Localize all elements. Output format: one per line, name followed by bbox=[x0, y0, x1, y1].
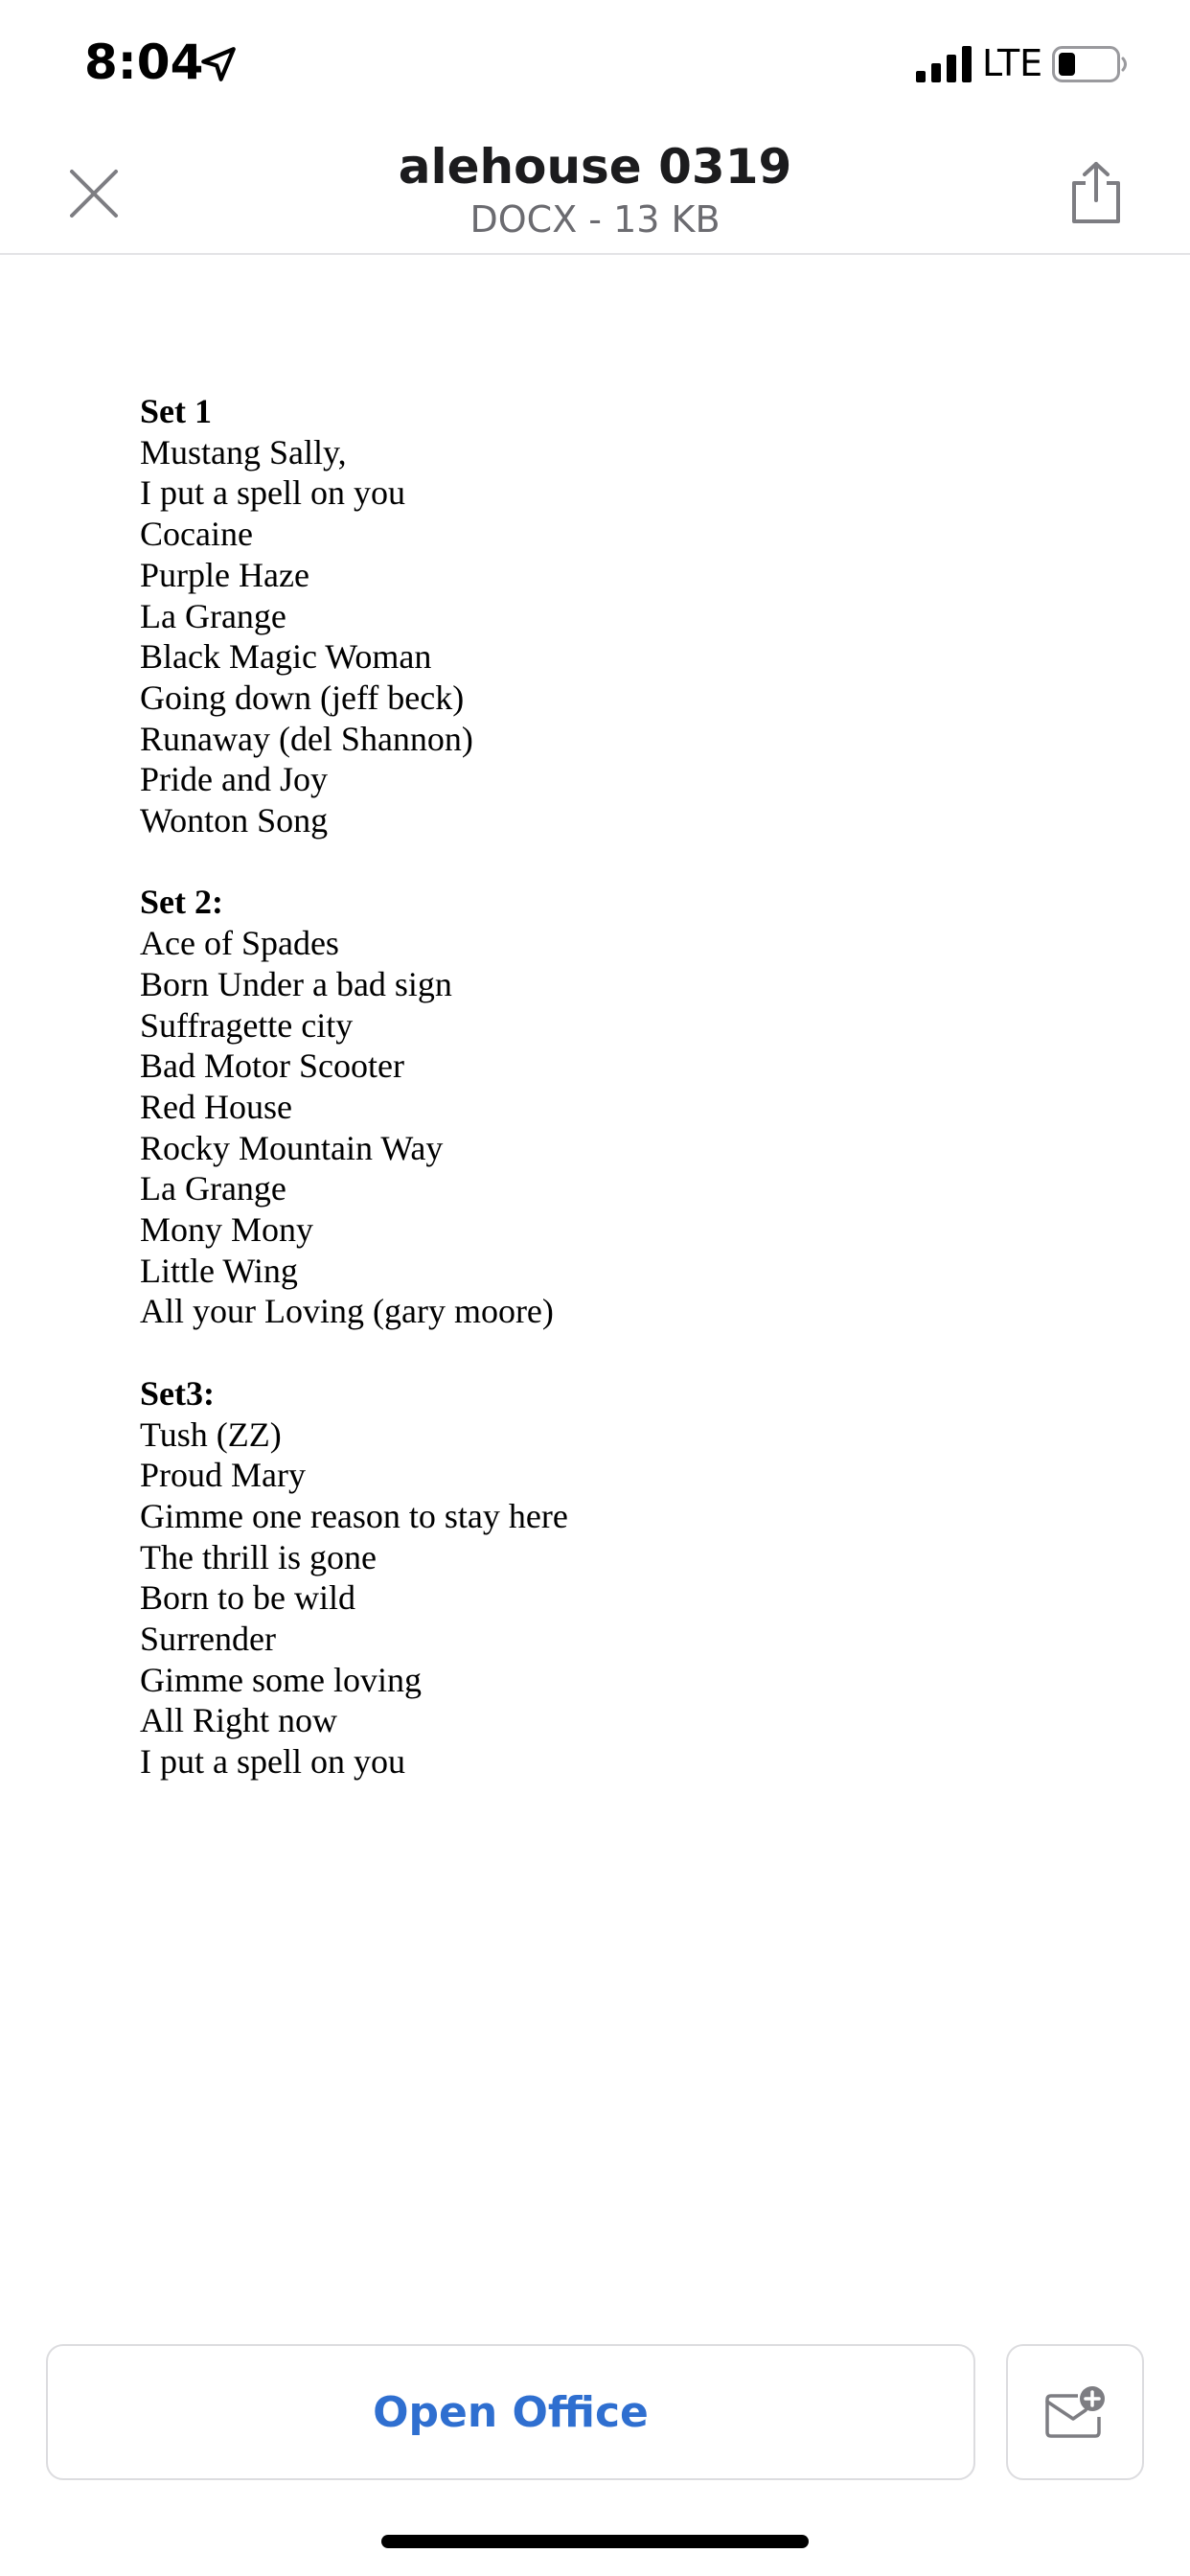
document-header bbox=[0, 126, 1190, 255]
open-office-button[interactable]: Open Office bbox=[46, 2344, 975, 2480]
set-heading: Set3: bbox=[140, 1373, 215, 1413]
song-item: Cocaine bbox=[140, 515, 253, 554]
document-title: alehouse 0319 bbox=[398, 139, 792, 195]
song-item: Suffragette city bbox=[140, 1005, 354, 1045]
song-item: All Right now bbox=[140, 1701, 338, 1740]
song-item: Going down (jeff beck) bbox=[140, 678, 465, 717]
song-item: Mustang Sally, bbox=[140, 432, 347, 472]
song-item: Tush (ZZ) bbox=[140, 1414, 282, 1454]
share-icon bbox=[1068, 160, 1124, 225]
song-item: Black Magic Woman bbox=[140, 637, 432, 677]
song-item: Ace of Spades bbox=[140, 924, 339, 963]
header-titles bbox=[240, 136, 950, 242]
document-content bbox=[140, 391, 1098, 1824]
song-item: Bad Motor Scooter bbox=[140, 1046, 404, 1086]
close-button[interactable] bbox=[56, 155, 132, 232]
network-label: LTE bbox=[982, 42, 1043, 84]
song-item: Wonton Song bbox=[140, 801, 329, 840]
set-block bbox=[140, 882, 1098, 1332]
song-item: La Grange bbox=[140, 1169, 286, 1208]
set-block bbox=[140, 1373, 1098, 1782]
song-item: Little Wing bbox=[140, 1251, 298, 1290]
set-block bbox=[140, 391, 1098, 841]
battery-icon bbox=[1052, 46, 1129, 82]
mail-button[interactable] bbox=[1006, 2344, 1144, 2480]
status-time: 8:04 bbox=[84, 34, 204, 90]
song-item: Mony Mony bbox=[140, 1210, 314, 1250]
song-item: Pride and Joy bbox=[140, 760, 328, 799]
close-icon bbox=[69, 169, 119, 218]
status-bar bbox=[0, 0, 1190, 126]
set-heading: Set 2: bbox=[140, 883, 223, 922]
song-item: Gimme some loving bbox=[140, 1660, 422, 1699]
cellular-signal-icon bbox=[916, 46, 972, 82]
location-arrow-icon bbox=[198, 44, 239, 84]
song-item: All your Loving (gary moore) bbox=[140, 1292, 554, 1331]
song-item: The thrill is gone bbox=[140, 1537, 377, 1576]
song-item: Purple Haze bbox=[140, 555, 309, 594]
song-item: Rocky Mountain Way bbox=[140, 1128, 444, 1167]
song-item: La Grange bbox=[140, 596, 286, 635]
share-button[interactable] bbox=[1058, 150, 1134, 236]
song-item: Born Under a bad sign bbox=[140, 964, 452, 1003]
set-heading: Set 1 bbox=[140, 392, 212, 430]
song-item: Red House bbox=[140, 1087, 292, 1126]
song-item: Proud Mary bbox=[140, 1456, 306, 1495]
mail-add-icon bbox=[1043, 2384, 1107, 2440]
song-item: Surrender bbox=[140, 1620, 276, 1659]
document-subtitle: DOCX - 13 KB bbox=[469, 198, 721, 241]
song-item: Gimme one reason to stay here bbox=[140, 1496, 568, 1535]
song-item: I put a spell on you bbox=[140, 473, 405, 513]
song-item: Runaway (del Shannon) bbox=[140, 719, 473, 758]
song-item: Born to be wild bbox=[140, 1578, 355, 1618]
home-indicator[interactable] bbox=[381, 2535, 809, 2548]
song-item: I put a spell on you bbox=[140, 1742, 405, 1782]
